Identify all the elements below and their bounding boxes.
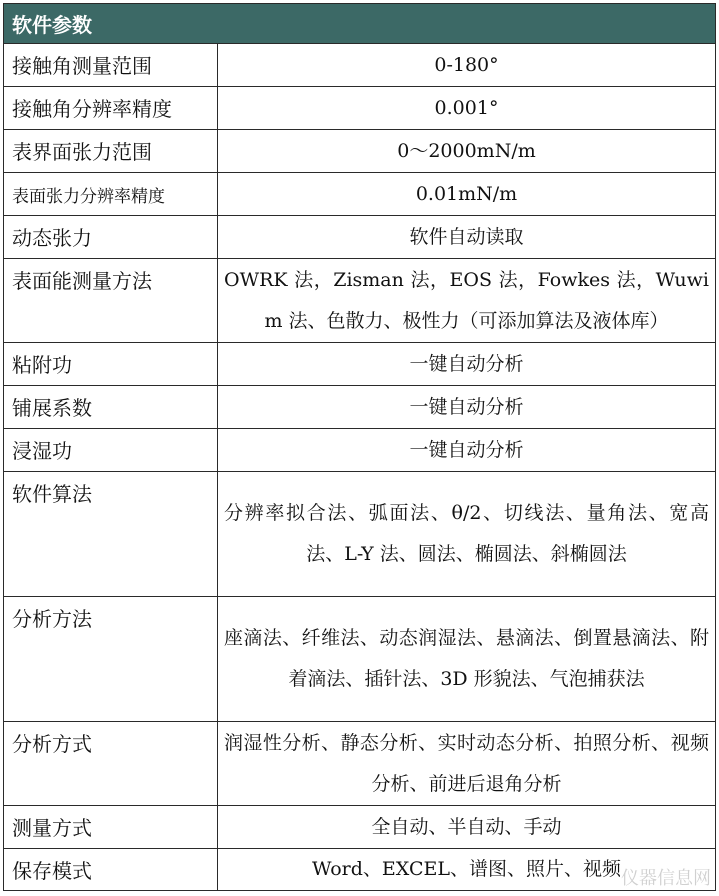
row-label: 软件算法 (4, 472, 218, 597)
row-label: 动态张力 (4, 216, 218, 259)
row-label: 保存模式 (4, 849, 218, 891)
watermark: 仪器信息网 (621, 868, 711, 889)
row-label: 铺展系数 (4, 386, 218, 429)
table-row (4, 130, 716, 173)
row-value: 一键自动分析 (218, 343, 716, 386)
table-row (4, 87, 716, 130)
row-label: 表界面张力范围 (4, 130, 218, 173)
row-label: 浸湿功 (4, 429, 218, 472)
software-parameters-table (3, 3, 716, 891)
table-row (4, 472, 716, 597)
table-row (4, 597, 716, 722)
row-value: 润湿性分析、静态分析、实时动态分析、拍照分析、视频分析、前进后退角分析 (218, 722, 716, 806)
row-label: 表面张力分辨率精度 (4, 173, 218, 216)
row-value: 0～2000mN/m (218, 130, 716, 173)
table-title: 软件参数 (4, 4, 716, 44)
table-header-row (4, 4, 716, 44)
row-label: 分析方法 (4, 597, 218, 722)
row-value: 软件自动读取 (218, 216, 716, 259)
row-label: 分析方式 (4, 722, 218, 806)
table-row (4, 259, 716, 343)
row-value: 一键自动分析 (218, 386, 716, 429)
table-row (4, 429, 716, 472)
table-row (4, 722, 716, 806)
row-value: 座滴法、纤维法、动态润湿法、悬滴法、倒置悬滴法、附着滴法、插针法、3D 形貌法、气泡捕获法 (218, 597, 716, 722)
row-label: 测量方式 (4, 806, 218, 849)
row-label: 表面能测量方法 (4, 259, 218, 343)
row-value: 0.001° (218, 87, 716, 130)
row-value: 0-180° (218, 44, 716, 87)
table-row (4, 849, 716, 891)
row-label: 粘附功 (4, 343, 218, 386)
row-value: 一键自动分析 (218, 429, 716, 472)
row-value: 全自动、半自动、手动 (218, 806, 716, 849)
table-row (4, 173, 716, 216)
table-row (4, 44, 716, 87)
table-row (4, 343, 716, 386)
table-row (4, 386, 716, 429)
row-value: 0.01mN/m (218, 173, 716, 216)
table-row (4, 806, 716, 849)
row-label: 接触角测量范围 (4, 44, 218, 87)
row-label: 接触角分辨率精度 (4, 87, 218, 130)
row-value: Word、EXCEL、谱图、照片、视频 (218, 849, 716, 891)
table-row (4, 216, 716, 259)
row-value: OWRK 法，Zisman 法，EOS 法，Fowkes 法，Wuwim 法、色散力、极性力（可添加算法及液体库） (218, 259, 716, 343)
row-value: 分辨率拟合法、弧面法、θ/2、切线法、量角法、宽高法、L-Y 法、圆法、椭圆法、斜椭圆法 (218, 472, 716, 597)
